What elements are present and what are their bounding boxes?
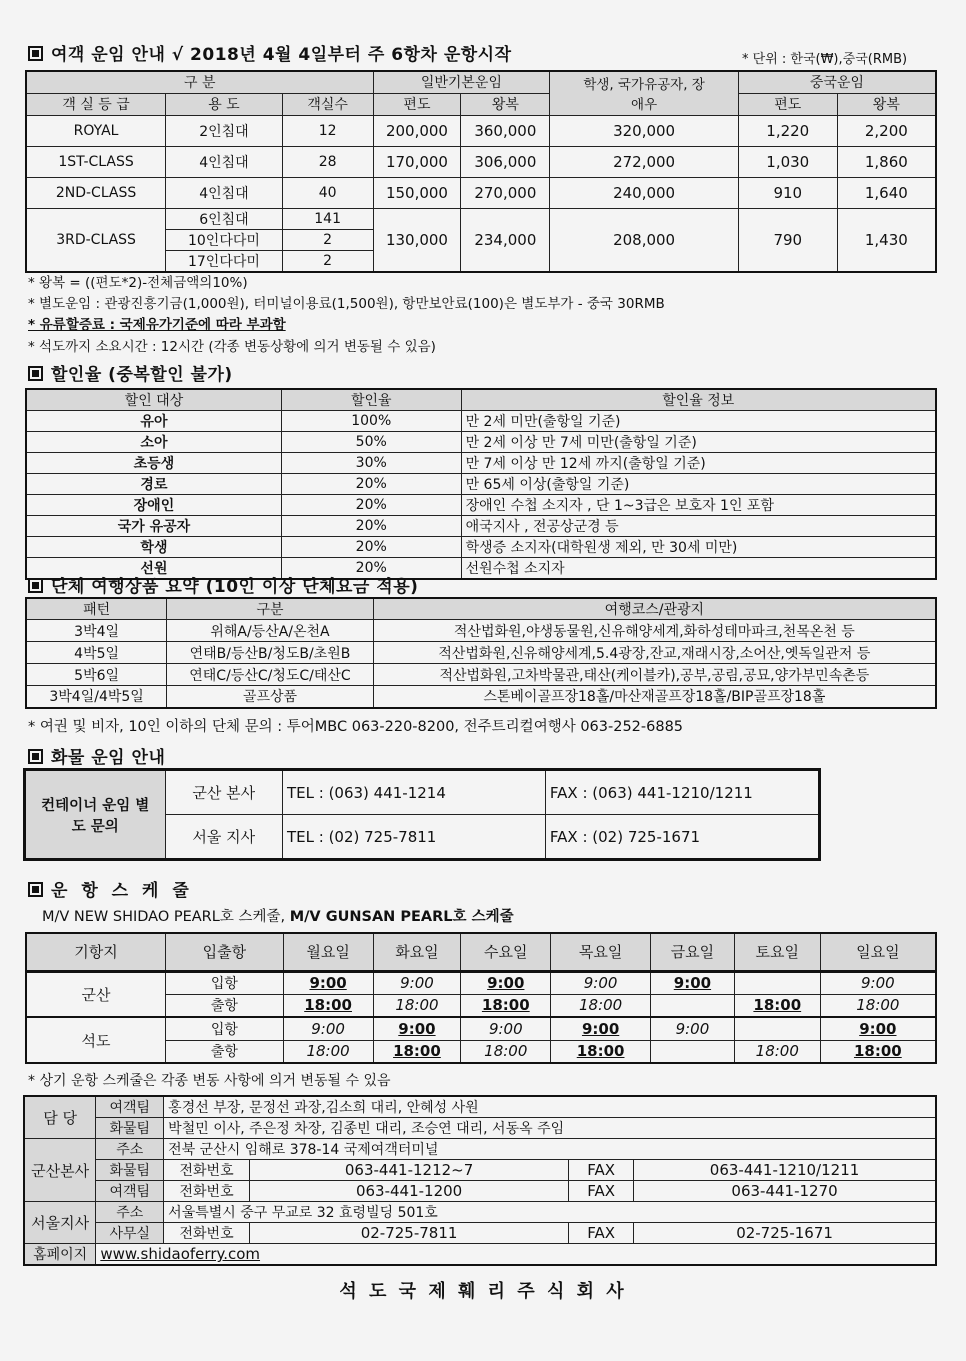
target-cell: 경로 — [26, 474, 281, 495]
contact-table — [23, 1095, 937, 1266]
time-cell — [651, 1040, 735, 1063]
fare-header-gubun: 구 분 — [26, 71, 373, 93]
time-cell: 9:00 — [551, 971, 651, 994]
time-cell: 9:00 — [461, 971, 551, 994]
schedule-title-text: 운 항 스 케 줄 — [51, 881, 193, 901]
rooms-cell: 2 — [282, 250, 373, 272]
fare-table — [25, 70, 937, 273]
rooms-cell: 2 — [282, 229, 373, 250]
day-mon: 월요일 — [283, 933, 373, 971]
tel-cell: 02-725-7811 — [249, 1223, 568, 1244]
grade-cell: 3RD-CLASS — [26, 208, 166, 272]
homepage-cell — [96, 1244, 936, 1266]
round-cell: 270,000 — [461, 177, 550, 208]
rooms-cell: 12 — [282, 115, 373, 146]
use-cell: 6인침대 — [166, 208, 283, 229]
square-bullet-icon — [28, 749, 43, 764]
fare-header-grade: 객 실 등 급 — [26, 93, 166, 115]
group-note: * 여권 및 비자, 10인 이하의 단체 문의 : 투어MBC 063-220-8200, 전주트리컬여행사 063-252-6885 — [28, 719, 684, 735]
time-cell: 18:00 — [734, 1040, 820, 1063]
oneway-cell: 170,000 — [373, 146, 461, 177]
course-cell: 적산법화원,고차박물관,태산(케이블카),공부,공림,공묘,양가부민속촌등 — [373, 664, 936, 686]
rate-cell: 100% — [281, 411, 461, 432]
table-row — [26, 432, 936, 453]
team-cell: 화물팀 — [96, 1118, 164, 1139]
table-row — [26, 686, 936, 708]
target-cell: 장애인 — [26, 495, 281, 516]
seoul-label: 서울지사 — [24, 1202, 96, 1244]
cargo-label: 컨테이너 운임 별도 문의 — [25, 770, 166, 860]
info-cell: 애국지사 , 전공상군경 등 — [461, 516, 936, 537]
fare-header-round: 왕복 — [461, 93, 550, 115]
time-cell: 18:00 — [551, 1040, 651, 1063]
time-cell: 9:00 — [461, 1017, 551, 1040]
time-cell: 18:00 — [283, 1040, 373, 1063]
discount-header-rate: 할인율 — [281, 389, 461, 411]
table-row — [26, 208, 936, 229]
cargo-section-title — [28, 743, 165, 768]
info-cell: 만 2세 미만(출항일 기준) — [461, 411, 936, 432]
use-cell: 10인다다미 — [166, 229, 283, 250]
grade-cell: 1ST-CLASS — [26, 146, 166, 177]
fare-header-cn-oneway: 편도 — [738, 93, 837, 115]
type-cell: 골프상품 — [167, 686, 374, 708]
table-row — [26, 642, 936, 664]
port-name: 석도 — [26, 1017, 166, 1063]
table-row — [26, 516, 936, 537]
fax-cell: 063-441-1210/1211 — [634, 1160, 936, 1181]
schedule-subtitle-2: M/V GUNSAN PEARL호 스케줄 — [289, 909, 514, 925]
kind-cell: 전화번호 — [164, 1181, 250, 1202]
target-cell: 소아 — [26, 432, 281, 453]
info-cell: 만 2세 이상 만 7세 미만(출항일 기준) — [461, 432, 936, 453]
table-row — [26, 146, 936, 177]
fax-label: FAX — [569, 1160, 634, 1181]
student-cell: 320,000 — [550, 115, 739, 146]
info-cell: 장애인 수첩 소지자 , 단 1~3급은 보호자 1인 포함 — [461, 495, 936, 516]
fare-header-general: 일반기본운임 — [373, 71, 550, 93]
table-row — [26, 620, 936, 642]
day-thu: 목요일 — [551, 933, 651, 971]
inout-type: 입항 — [166, 1017, 284, 1040]
fax-label: FAX — [569, 1181, 634, 1202]
cn-oneway-cell: 1,220 — [738, 115, 837, 146]
group-header-type: 구분 — [167, 598, 374, 620]
cargo-title-text: 화물 운임 안내 — [51, 748, 166, 768]
rate-cell: 20% — [281, 516, 461, 537]
schedule-table — [25, 932, 937, 1064]
time-cell — [734, 971, 820, 994]
group-section-title — [28, 572, 418, 597]
round-cell: 360,000 — [461, 115, 550, 146]
table-row — [26, 495, 936, 516]
oneway-cell: 150,000 — [373, 177, 461, 208]
cargo-table — [23, 768, 821, 861]
day-sun: 일요일 — [820, 933, 936, 971]
time-cell: 9:00 — [651, 1017, 735, 1040]
day-wed: 수요일 — [461, 933, 551, 971]
schedule-header-port: 기항지 — [26, 933, 166, 971]
fare-header-rooms: 객실수 — [282, 93, 373, 115]
homepage-label: 홈페이지 — [24, 1244, 96, 1266]
schedule-section-title — [28, 876, 193, 901]
group-title-text: 단체 여행상품 요약 (10인 이상 단체요금 적용) — [51, 577, 419, 597]
group-table — [25, 597, 937, 709]
use-cell: 2인침대 — [166, 115, 283, 146]
schedule-header-inout: 입출항 — [166, 933, 284, 971]
staff-names: 박철민 이사, 주은정 차장, 김종빈 대리, 조승연 대리, 서동옥 주임 — [164, 1118, 936, 1139]
time-cell: 18:00 — [820, 1040, 936, 1063]
fare-header-cn-round: 왕복 — [837, 93, 936, 115]
square-bullet-icon — [28, 882, 43, 897]
table-row — [26, 474, 936, 495]
time-cell: 18:00 — [734, 994, 820, 1017]
square-bullet-icon — [28, 46, 43, 61]
course-cell: 적산법화원,야생동물원,신유해양세계,화하성테마파크,천목온천 등 — [373, 620, 936, 642]
staff-names: 홍경선 부장, 문정선 과장,김소희 대리, 안혜성 사원 — [164, 1096, 936, 1118]
fare-note-4: * 석도까지 소요시간 : 12시간 (각종 변동상황에 의거 변동될 수 있음) — [28, 339, 436, 355]
info-cell: 학생증 소지자(대학원생 제외, 만 30세 미만) — [461, 537, 936, 558]
time-cell: 9:00 — [551, 1017, 651, 1040]
table-row — [26, 537, 936, 558]
cn-oneway-cell: 910 — [738, 177, 837, 208]
schedule-row — [26, 1017, 936, 1040]
team-cell: 사무실 — [96, 1223, 164, 1244]
schedule-subtitle — [42, 905, 514, 926]
oneway-cell: 130,000 — [373, 208, 461, 272]
rate-cell: 30% — [281, 453, 461, 474]
kind-cell: 전화번호 — [164, 1160, 250, 1181]
tel-cell: 063-441-1200 — [249, 1181, 568, 1202]
fax-cell: 063-441-1270 — [634, 1181, 936, 1202]
team-cell: 여객팀 — [96, 1096, 164, 1118]
time-cell: 18:00 — [373, 1040, 461, 1063]
oneway-cell: 200,000 — [373, 115, 461, 146]
type-cell: 위해A/등산A/온천A — [167, 620, 374, 642]
company-name: 석 도 국 제 훼 리 주 식 회 사 — [339, 1281, 627, 1302]
group-header-pattern: 패턴 — [26, 598, 167, 620]
rate-cell: 20% — [281, 558, 461, 580]
course-cell: 적산법화원,신유해양세계,5.4광장,잔교,재래시장,소어산,옛독일관저 등 — [373, 642, 936, 664]
time-cell: 18:00 — [551, 994, 651, 1017]
student-cell: 272,000 — [550, 146, 739, 177]
time-cell — [651, 994, 735, 1017]
pattern-cell: 3박4일 — [26, 620, 167, 642]
homepage-link[interactable]: www.shidaoferry.com — [100, 1245, 261, 1263]
office-cell: 서울 지사 — [165, 815, 282, 860]
student-cell: 240,000 — [550, 177, 739, 208]
square-bullet-icon — [28, 578, 43, 593]
seoul-address: 서울특별시 중구 무교로 32 효령빌딩 501호 — [164, 1202, 936, 1223]
addr-label: 주소 — [96, 1202, 164, 1223]
pattern-cell: 3박4일/4박5일 — [26, 686, 167, 708]
time-cell: 9:00 — [373, 971, 461, 994]
port-name: 군산 — [26, 971, 166, 1017]
grade-cell: 2ND-CLASS — [26, 177, 166, 208]
group-header-course: 여행코스/관광지 — [373, 598, 936, 620]
fax-cell: FAX : (02) 725-1671 — [545, 815, 819, 860]
rate-cell: 20% — [281, 474, 461, 495]
inout-type: 출항 — [166, 1040, 284, 1063]
schedule-subtitle-1: M/V NEW SHIDAO PEARL호 스케줄, — [42, 909, 286, 925]
use-cell: 17인다다미 — [166, 250, 283, 272]
staff-label: 담 당 — [24, 1096, 96, 1139]
discount-header-info: 할인율 정보 — [461, 389, 936, 411]
discount-table — [25, 388, 937, 580]
discount-section-title — [28, 360, 233, 385]
inout-type: 입항 — [166, 971, 284, 994]
unit-note: * 단위 : 한국(₩),중국(RMB) — [742, 52, 908, 67]
pattern-cell: 5박6일 — [26, 664, 167, 686]
fare-header-use: 용 도 — [166, 93, 283, 115]
discount-title-text: 할인율 (중복할인 불가) — [51, 365, 233, 385]
fare-note-1: * 왕복 = ((편도*2)-전체금액의10%) — [28, 275, 248, 291]
fare-header-china: 중국운임 — [738, 71, 936, 93]
fax-label: FAX — [569, 1223, 634, 1244]
cn-oneway-cell: 1,030 — [738, 146, 837, 177]
schedule-header-row — [26, 933, 936, 971]
cn-round-cell: 1,640 — [837, 177, 936, 208]
kind-cell: 전화번호 — [164, 1223, 250, 1244]
rooms-cell: 141 — [282, 208, 373, 229]
schedule-note: * 상기 운항 스케줄은 각종 변동 사항에 의거 변동될 수 있음 — [28, 1073, 391, 1089]
cn-round-cell: 1,430 — [837, 208, 936, 272]
target-cell: 국가 유공자 — [26, 516, 281, 537]
table-row — [26, 453, 936, 474]
time-cell — [734, 1017, 820, 1040]
team-cell: 여객팀 — [96, 1181, 164, 1202]
info-cell: 선원수첩 소지자 — [461, 558, 936, 580]
time-cell: 18:00 — [461, 1040, 551, 1063]
target-cell: 초등생 — [26, 453, 281, 474]
square-bullet-icon — [28, 366, 43, 381]
tel-cell: TEL : (02) 725-7811 — [282, 815, 545, 860]
inout-type: 출항 — [166, 994, 284, 1017]
table-row — [26, 177, 936, 208]
table-row — [26, 664, 936, 686]
pattern-cell: 4박5일 — [26, 642, 167, 664]
info-cell: 만 65세 이상(출항일 기준) — [461, 474, 936, 495]
cn-oneway-cell: 790 — [738, 208, 837, 272]
time-cell: 18:00 — [461, 994, 551, 1017]
rate-cell: 50% — [281, 432, 461, 453]
round-cell: 234,000 — [461, 208, 550, 272]
fax-cell: 02-725-1671 — [634, 1223, 936, 1244]
time-cell: 9:00 — [283, 971, 373, 994]
rooms-cell: 40 — [282, 177, 373, 208]
time-cell: 9:00 — [820, 971, 936, 994]
time-cell: 9:00 — [651, 971, 735, 994]
fare-note-2: * 별도운임 : 관광진흥기금(1,000원), 터미널이용료(1,500원), 항만보안료(100)은 별도부가 - 중국 30RMB — [28, 296, 665, 312]
target-cell: 학생 — [26, 537, 281, 558]
fare-section-title — [28, 40, 512, 65]
team-cell: 화물팀 — [96, 1160, 164, 1181]
rate-cell: 20% — [281, 537, 461, 558]
fare-header-student: 학생, 국가유공자, 장애우 — [550, 71, 739, 115]
office-cell: 군산 본사 — [165, 770, 282, 815]
tel-cell: 063-441-1212~7 — [249, 1160, 568, 1181]
fax-cell: FAX : (063) 441-1210/1211 — [545, 770, 819, 815]
discount-header-target: 할인 대상 — [26, 389, 281, 411]
fare-title-text: 여객 운임 안내 √ 2018년 4월 4일부터 주 6항차 운항시작 — [51, 45, 512, 65]
table-row — [26, 115, 936, 146]
use-cell: 4인침대 — [166, 177, 283, 208]
type-cell: 연태B/등산B/청도B/초원B — [167, 642, 374, 664]
gunsan-address: 전북 군산시 임해로 378-14 국제여객터미널 — [164, 1139, 936, 1160]
round-cell: 306,000 — [461, 146, 550, 177]
time-cell: 9:00 — [283, 1017, 373, 1040]
target-cell: 유아 — [26, 411, 281, 432]
schedule-row — [26, 971, 936, 994]
day-fri: 금요일 — [651, 933, 735, 971]
cn-round-cell: 1,860 — [837, 146, 936, 177]
rooms-cell: 28 — [282, 146, 373, 177]
gunsan-label: 군산본사 — [24, 1139, 96, 1202]
schedule-body — [26, 971, 936, 1063]
rate-cell: 20% — [281, 495, 461, 516]
time-cell: 18:00 — [820, 994, 936, 1017]
time-cell: 18:00 — [283, 994, 373, 1017]
fare-note-3: * 유류할증료 : 국제유가기준에 따라 부과함 — [28, 317, 286, 333]
table-row — [26, 411, 936, 432]
addr-label: 주소 — [96, 1139, 164, 1160]
cn-round-cell: 2,200 — [837, 115, 936, 146]
time-cell: 9:00 — [820, 1017, 936, 1040]
student-cell: 208,000 — [550, 208, 739, 272]
target-cell: 선원 — [26, 558, 281, 580]
type-cell: 연태C/등산C/청도C/태산C — [167, 664, 374, 686]
day-sat: 토요일 — [734, 933, 820, 971]
grade-cell: ROYAL — [26, 115, 166, 146]
day-tue: 화요일 — [373, 933, 461, 971]
tel-cell: TEL : (063) 441-1214 — [282, 770, 545, 815]
time-cell: 9:00 — [373, 1017, 461, 1040]
course-cell: 스톤베이골프장18홀/마산재골프장18홀/BIP골프장18홀 — [373, 686, 936, 708]
info-cell: 만 7세 이상 만 12세 까지(출항일 기준) — [461, 453, 936, 474]
time-cell: 18:00 — [373, 994, 461, 1017]
fare-header-oneway: 편도 — [373, 93, 461, 115]
use-cell: 4인침대 — [166, 146, 283, 177]
